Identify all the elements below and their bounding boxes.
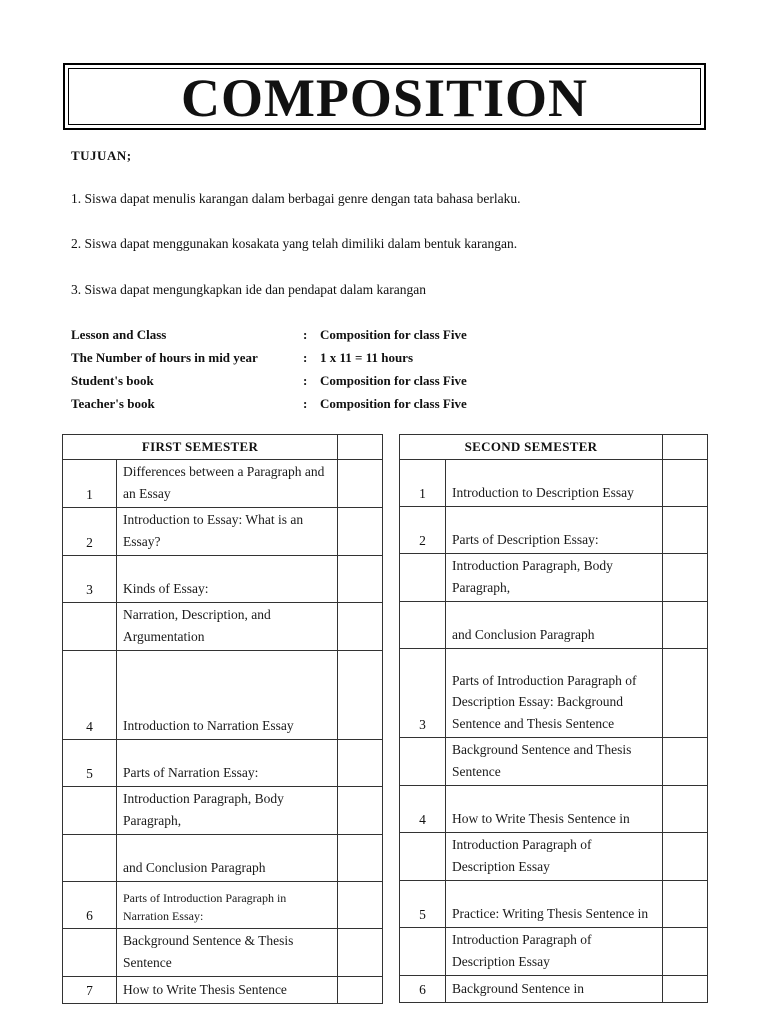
row-number: 4 [63,651,117,740]
info-separator: : [303,373,308,388]
blank-cell [338,787,383,835]
blank-cell [663,786,708,833]
table-row [63,460,383,508]
row-topic: Parts of Narration Essay: [117,740,338,787]
info-value: Composition for class Five [320,373,467,388]
row-number: 4 [400,786,446,833]
blank-cell [663,554,708,602]
objectives-heading: TUJUAN; [71,148,132,163]
title-box [63,63,706,130]
objective-item-1: 1. Siswa dapat menulis karangan dalam berbagai genre dengan tata bahasa berlaku. [71,191,521,206]
row-topic: Practice: Writing Thesis Sentence in [446,881,663,928]
row-topic: Narration, Description, and Argumentation [117,603,338,651]
row-topic: Kinds of Essay: [117,556,338,603]
blank-cell [338,651,383,740]
info-label: Lesson and Class [71,327,167,342]
info-value: 1 x 11 = 11 hours [320,350,414,365]
blank-cell [663,928,708,976]
row-number: 3 [63,556,117,603]
table-row [400,649,708,738]
blank-cell [663,507,708,554]
info-separator: : [303,327,308,342]
row-topic: Introduction to Description Essay [446,460,663,507]
table-row [63,835,383,882]
title-frame [68,67,701,128]
table-row [400,786,708,833]
row-topic: and Conclusion Paragraph [117,835,338,882]
row-number [400,738,446,786]
table-row [63,787,383,835]
table-row [400,738,708,786]
blank-cell [338,740,383,787]
row-number [400,554,446,602]
first-semester-table [62,434,383,1004]
blank-cell [663,976,708,1003]
row-topic: How to Write Thesis Sentence [117,977,338,1004]
table-row [63,929,383,977]
row-number: 3 [400,649,446,738]
info-value: Composition for class Five [320,327,467,342]
info-value: Composition for class Five [320,396,467,411]
row-number: 1 [63,460,117,508]
row-topic: Background Sentence in [446,976,663,1003]
row-topic: Introduction Paragraph of Description Essay [446,928,663,976]
row-topic: and Conclusion Paragraph [446,602,663,649]
info-label: Teacher's book [71,396,155,411]
info-separator: : [303,350,308,365]
info-label: The Number of hours in mid year [71,350,258,365]
row-topic: Parts of Description Essay: [446,507,663,554]
blank-cell [663,833,708,881]
table-row [63,977,383,1004]
row-number [63,929,117,977]
row-topic: Background Sentence and Thesis Sentence [446,738,663,786]
second-semester-header: SECOND SEMESTER [400,435,663,460]
row-number [400,833,446,881]
table-row [63,882,383,929]
row-number [63,603,117,651]
blank-cell [663,602,708,649]
row-number [63,835,117,882]
table-row [400,602,708,649]
row-topic: Background Sentence & Thesis Sentence [117,929,338,977]
blank-cell [338,882,383,929]
info-separator: : [303,396,308,411]
table-row [63,740,383,787]
table-row [400,460,708,507]
row-topic: Parts of Introduction Paragraph of Description Essay: Background Sentence and Thesis Sentence [446,649,663,738]
table-row [400,554,708,602]
header-blank-cell [663,435,708,460]
blank-cell [338,556,383,603]
blank-cell [338,460,383,508]
blank-cell [338,603,383,651]
row-topic: How to Write Thesis Sentence in [446,786,663,833]
row-topic: Introduction to Narration Essay [117,651,338,740]
row-topic: Parts of Introduction Paragraph in Narration Essay: [117,882,338,929]
row-number: 1 [400,460,446,507]
row-number: 2 [63,508,117,556]
table-row [63,556,383,603]
objective-item-2: 2. Siswa dapat menggunakan kosakata yang telah dimiliki dalam bentuk karangan. [71,236,518,251]
page-title: COMPOSITION [180,67,589,128]
row-topic: Introduction Paragraph, Body Paragraph, [446,554,663,602]
blank-cell [663,460,708,507]
table-row [400,976,708,1003]
row-number [400,928,446,976]
row-number: 7 [63,977,117,1004]
row-number [63,787,117,835]
blank-cell [338,835,383,882]
blank-cell [663,649,708,738]
table-row [63,651,383,740]
row-topic: Introduction Paragraph of Description Essay [446,833,663,881]
row-topic: Introduction to Essay: What is an Essay? [117,508,338,556]
row-number: 6 [63,882,117,929]
second-semester-table [399,434,708,1003]
header-blank-cell [338,435,383,460]
row-topic: Differences between a Paragraph and an Essay [117,460,338,508]
table-row [400,833,708,881]
blank-cell [338,508,383,556]
first-semester-header: FIRST SEMESTER [63,435,338,460]
row-number: 5 [400,881,446,928]
row-number: 6 [400,976,446,1003]
table-row [400,881,708,928]
blank-cell [663,738,708,786]
row-number: 2 [400,507,446,554]
row-number: 5 [63,740,117,787]
table-row [63,508,383,556]
blank-cell [663,881,708,928]
row-topic: Introduction Paragraph, Body Paragraph, [117,787,338,835]
table-row [400,928,708,976]
table-row [63,603,383,651]
info-label: Student's book [71,373,154,388]
blank-cell [338,977,383,1004]
blank-cell [338,929,383,977]
row-number [400,602,446,649]
objective-item-3: 3. Siswa dapat mengungkapkan ide dan pendapat dalam karangan [71,282,427,297]
table-row [400,507,708,554]
